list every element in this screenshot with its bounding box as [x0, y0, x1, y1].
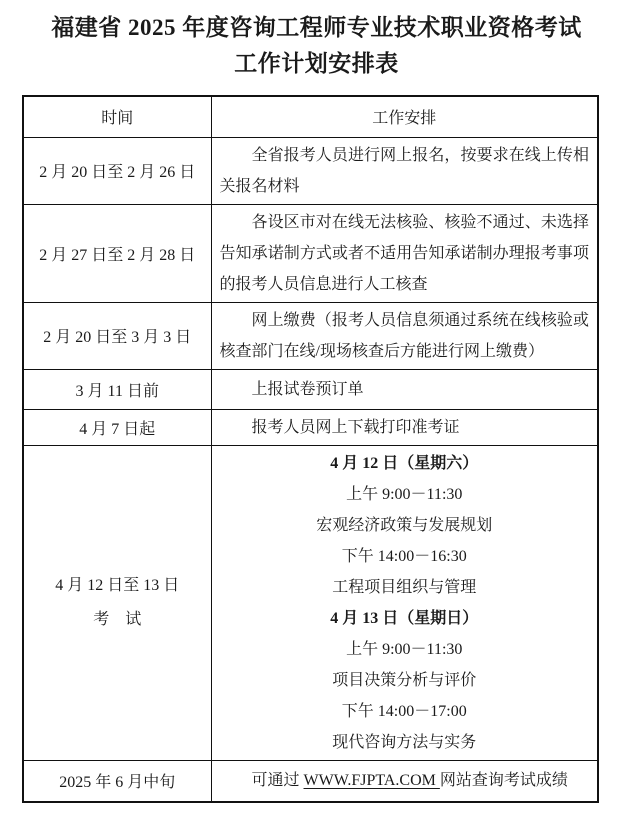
exam-subject: 宏观经济政策与发展规划 — [316, 516, 493, 534]
work-text: 上报试卷预订单 — [251, 380, 364, 398]
table-row — [23, 204, 598, 302]
work-text — [220, 765, 590, 796]
table-row — [23, 409, 598, 445]
work-cell — [211, 204, 598, 302]
work-cell — [211, 302, 598, 369]
work-text: 各设区市对在线无法核验、核验不通过、未选择告知承诺制方式或者不适用告知承诺制办理报考事项的报考人员信息进行人工核查 — [219, 213, 589, 293]
col-header-time: 时间 — [23, 96, 211, 137]
work-cell — [211, 369, 598, 409]
title-line-1: 福建省 2025 年度咨询工程师专业技术职业资格考试 — [51, 15, 582, 40]
website-url[interactable]: WWW.FJPTA.COM — [303, 772, 440, 790]
time-cell: 2 月 20 日至 2 月 26 日 — [23, 137, 211, 204]
work-text: 全省报考人员进行网上报名，按要求在线上传相关报名材料 — [219, 146, 589, 195]
time-cell — [23, 445, 211, 760]
table-row — [23, 302, 598, 369]
exam-day-1-heading: 4 月 12 日（星期六） — [330, 454, 479, 472]
exam-label: 考 试 — [93, 610, 142, 628]
table-row — [23, 369, 598, 409]
table-header-row — [23, 96, 598, 137]
exam-session-time: 上午 9:00－11:30 — [346, 640, 463, 658]
table-row — [23, 137, 598, 204]
table-row — [23, 760, 598, 802]
exam-subject: 现代咨询方法与实务 — [332, 733, 477, 751]
exam-session-time: 下午 14:00－17:00 — [341, 702, 467, 720]
exam-day-2-heading: 4 月 13 日（星期日） — [330, 609, 479, 627]
work-cell — [211, 137, 598, 204]
exam-subject: 项目决策分析与评价 — [332, 671, 477, 689]
result-text-suffix: 网站查询考试成绩 — [439, 772, 568, 790]
work-cell — [211, 445, 598, 760]
exam-subject: 工程项目组织与管理 — [332, 578, 477, 596]
title-line-2: 工作计划安排表 — [234, 51, 399, 76]
time-cell: 2 月 20 日至 3 月 3 日 — [23, 302, 211, 369]
work-cell — [211, 760, 598, 802]
document-title — [0, 0, 633, 82]
time-cell: 4 月 7 日起 — [23, 409, 211, 445]
exam-session-time: 上午 9:00－11:30 — [346, 485, 463, 503]
exam-row — [23, 445, 598, 760]
exam-date-range: 4 月 12 日至 13 日 — [55, 576, 180, 594]
exam-session-time: 下午 14:00－16:30 — [341, 547, 467, 565]
result-text-prefix: 可通过 — [251, 772, 304, 790]
time-cell: 3 月 11 日前 — [23, 369, 211, 409]
work-text: 网上缴费（报考人员信息须通过系统在线核验或核查部门在线/现场核查后方能进行网上缴费） — [219, 311, 589, 360]
time-cell: 2025 年 6 月中旬 — [23, 760, 211, 802]
time-cell: 2 月 27 日至 2 月 28 日 — [23, 204, 211, 302]
work-text: 报考人员网上下载打印准考证 — [251, 418, 460, 436]
schedule-table — [22, 95, 599, 803]
col-header-work: 工作安排 — [211, 96, 598, 137]
work-cell — [211, 409, 598, 445]
